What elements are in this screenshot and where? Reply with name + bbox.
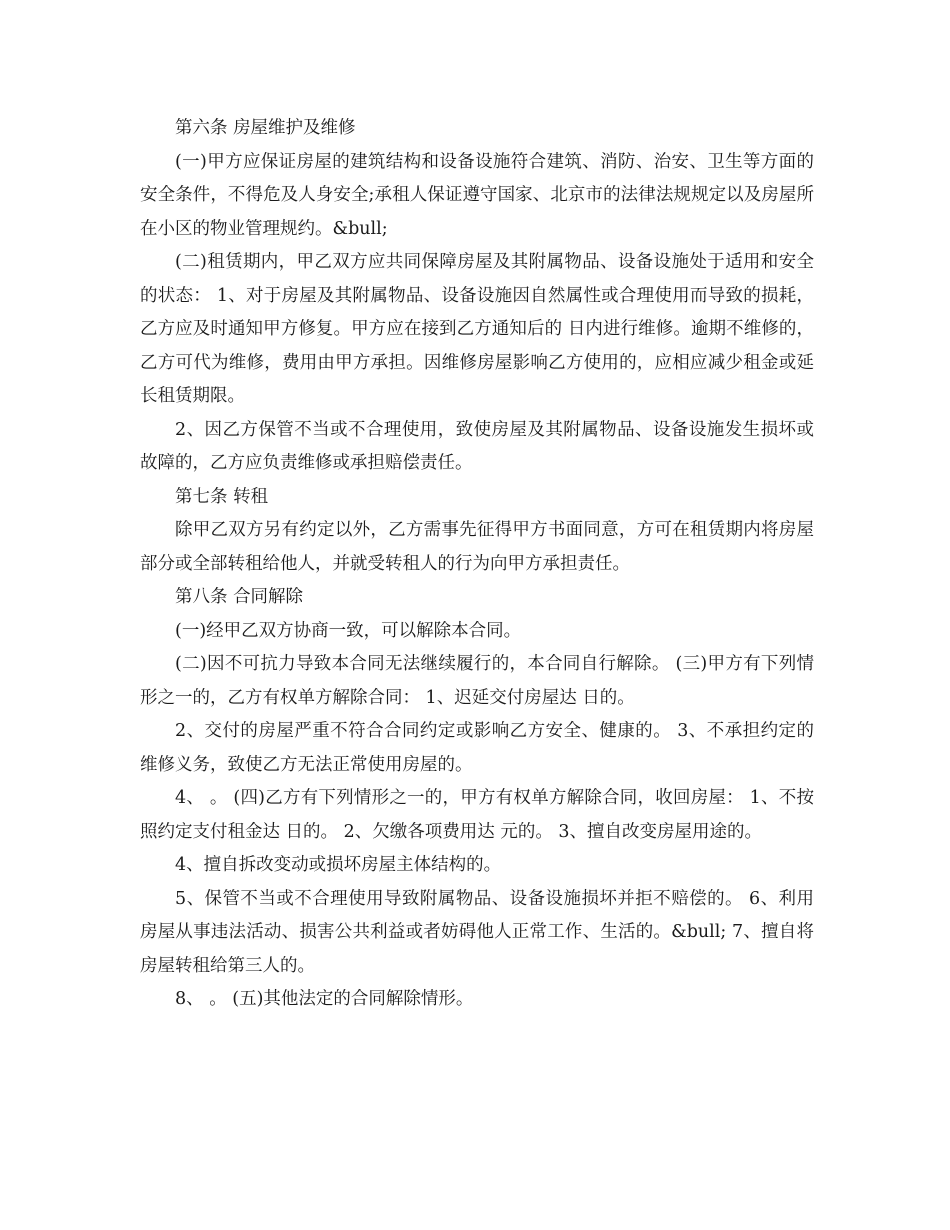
article-6-heading: 第六条 房屋维护及维修 — [175, 118, 356, 138]
article-8-clause-1: (一)经甲乙双方协商一致，可以解除本合同。 — [175, 620, 522, 641]
article-6-clause-2: (二)租赁期内，甲乙双方应共同保障房屋及其附属物品、设备设施处于适用和安全的状态： 1、对于房屋及其附属物品、设备设施因自然属性或合理使用而导致的损耗，乙方应及时通知甲方修复。甲方应在接到乙方通知后的 日内进行维修。逾期不维修的，乙方可代为维修，费用由甲方承担。因维修房屋影响乙方使用的，应相应减少租金或延长租赁期限。 — [140, 252, 814, 406]
article-8-clause-5: 8、 。 (五)其他法定的合同解除情形。 — [175, 989, 474, 1009]
article-8-clause-4-items-5-7: 5、保管不当或不合理使用导致附属物品、设备设施损坏并拒不赔偿的。 6、利用房屋从事违法活动、损害公共利益或者妨碍他人正常工作、生活的。&bull; 7、擅自将房屋转租给第三人的。 — [140, 888, 814, 976]
article-7-body: 除甲乙双方另有约定以外，乙方需事先征得甲方书面同意，方可在租赁期内将房屋部分或全部转租给他人，并就受转租人的行为向甲方承担责任。 — [140, 520, 814, 574]
document-page — [140, 112, 814, 1017]
article-6-clause-1: (一)甲方应保证房屋的建筑结构和设备设施符合建筑、消防、治安、卫生等方面的安全条件，不得危及人身安全;承租人保证遵守国家、北京市的法律法规规定以及房屋所在小区的物业管理规约。&bull; — [140, 151, 814, 239]
article-8-heading: 第八条 合同解除 — [175, 587, 304, 607]
article-6-clause-2-item-2: 2、因乙方保管不当或不合理使用，致使房屋及其附属物品、设备设施发生损坏或故障的，乙方应负责维修或承担赔偿责任。 — [140, 419, 814, 473]
article-8-clause-3-items: 2、交付的房屋严重不符合合同约定或影响乙方安全、健康的。 3、不承担约定的维修义务，致使乙方无法正常使用房屋的。 — [140, 721, 814, 775]
article-7-heading: 第七条 转租 — [175, 486, 269, 507]
article-8-clause-2-3: (二)因不可抗力导致本合同无法继续履行的，本合同自行解除。 (三)甲方有下列情形之一的，乙方有权单方解除合同： 1、迟延交付房屋达 日的。 — [140, 654, 814, 708]
article-8-clause-4-item-4: 4、擅自拆改变动或损坏房屋主体结构的。 — [175, 855, 502, 875]
article-8-clause-4: 4、 。 (四)乙方有下列情形之一的，甲方有权单方解除合同，收回房屋： 1、不按照约定支付租金达 日的。 2、欠缴各项费用达 元的。 3、擅自改变房屋用途的。 — [140, 788, 814, 842]
